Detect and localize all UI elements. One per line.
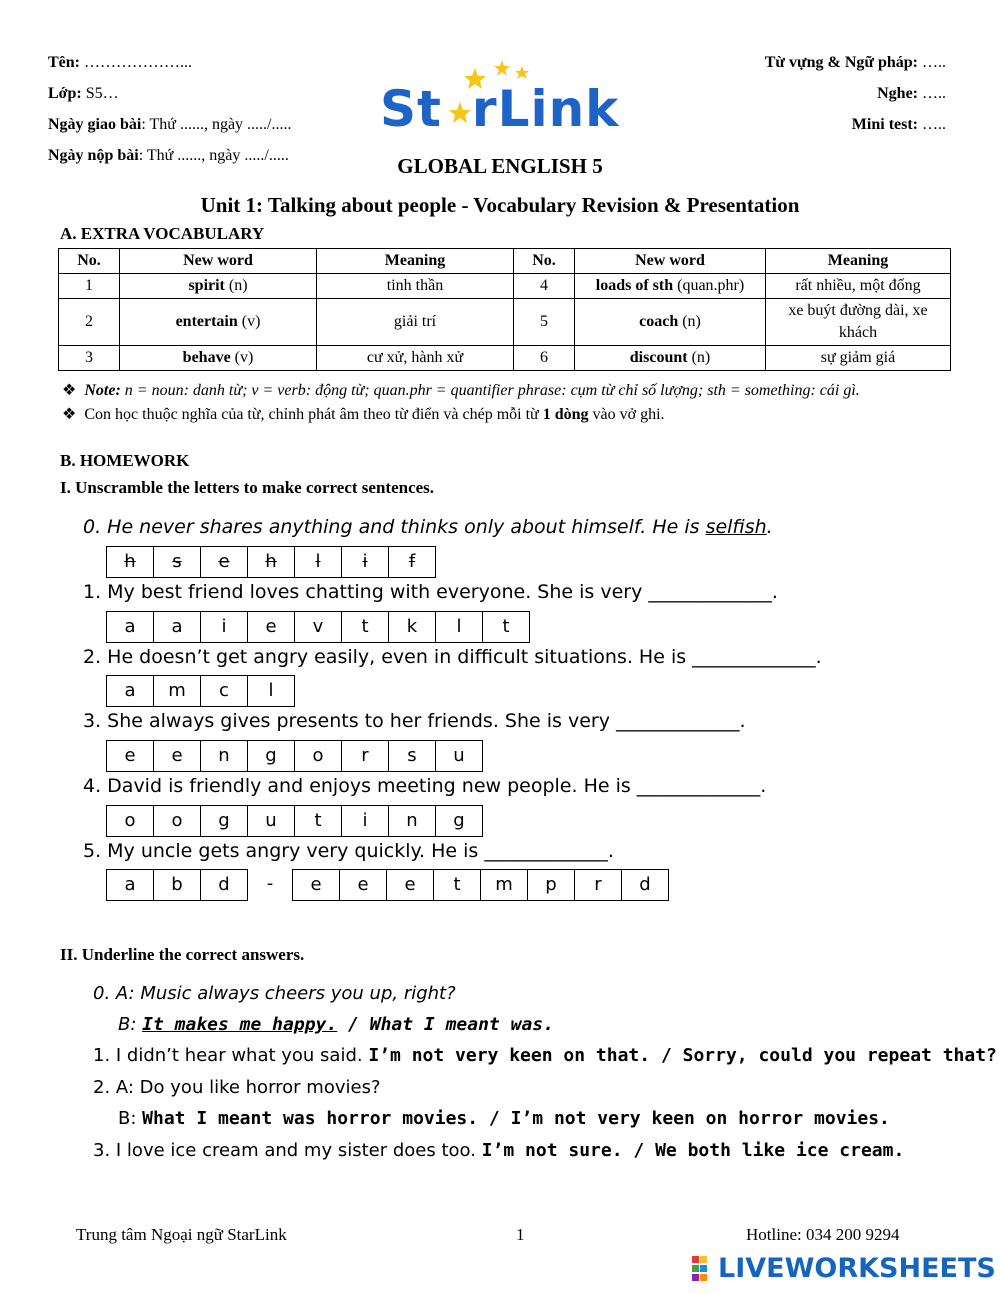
letter-boxes-1: a a i e v t k l t: [107, 611, 530, 643]
question-5: 5. My uncle gets angry very quickly. He is _____________.: [83, 840, 614, 862]
liveworksheets-brand[interactable]: [692, 1253, 996, 1284]
col-meaning: Meaning: [317, 249, 514, 274]
part2-q1: 1. I didn’t hear what you said. I’m not very keen on that. / Sorry, could you repeat that?: [93, 1045, 997, 1066]
instruction-line: ❖ Con học thuộc nghĩa của từ, chỉnh phát âm theo từ điển và chép mỗi từ 1 dòng vào vở ghi.: [62, 406, 665, 423]
part2-q3: 3. I love ice cream and my sister does too. I’m not sure. / We both like ice cream.: [93, 1140, 905, 1161]
col-new-word-2: New word: [575, 249, 766, 274]
section-a-title: A. EXTRA VOCABULARY: [60, 224, 265, 243]
section-b-title: B. HOMEWORK: [60, 451, 190, 470]
name-line: Tên: ………………...: [48, 54, 192, 71]
part2-q2-b: B: What I meant was horror movies. / I’m not very keen on horror movies.: [118, 1108, 890, 1129]
unit-title: Unit 1: Talking about people - Vocabulary Revision & Presentation: [200, 193, 800, 217]
col-no: No.: [59, 249, 120, 274]
vocab-table: [58, 248, 951, 371]
course-title: GLOBAL ENGLISH 5: [397, 154, 603, 178]
letter-boxes-3: e e n g o r s u: [107, 740, 483, 772]
part2-q2-a: 2. A: Do you like horror movies?: [93, 1077, 381, 1098]
col-no-2: No.: [514, 249, 575, 274]
class-line: Lớp: S5…: [48, 85, 119, 102]
question-2: 2. He doesn’t get angry easily, even in difficult situations. He is _____________.: [83, 646, 822, 668]
table-row: 2 entertain (v) giải trí 5 coach (n) xe buýt đường dài, xe khách: [59, 299, 951, 346]
question-0: 0. He never shares anything and thinks only about himself. He is selfish.: [83, 516, 773, 538]
letter-boxes-0: h s e h l i f: [107, 546, 436, 578]
part1-title: I. Unscramble the letters to make correct sentences.: [60, 478, 435, 497]
liveworksheets-text: LIVEWORKSHEETS: [718, 1253, 996, 1284]
footer-hotline: Hotline: 034 200 9294: [746, 1225, 900, 1244]
footer-page-number: 1: [516, 1225, 525, 1244]
note-line: ❖ Note: n = noun: danh từ; v = verb: động từ; quan.phr = quantifier phrase: cụm từ chỉ số lượng; sth = something: cái gì.: [62, 382, 860, 399]
letter-boxes-4: o o g u t i n g: [107, 805, 483, 837]
liveworksheets-logo-icon: [692, 1256, 716, 1282]
col-meaning-2: Meaning: [766, 249, 951, 274]
vocab-score-line: Từ vựng & Ngữ pháp: …..: [764, 54, 946, 71]
footer-center-name: Trung tâm Ngoại ngữ StarLink: [76, 1225, 287, 1244]
part2-q0-a: 0. A: Music always cheers you up, right?: [93, 983, 456, 1004]
part2-title: II. Underline the correct answers.: [60, 945, 305, 964]
question-3: 3. She always gives presents to her friends. She is very _____________.: [83, 710, 746, 732]
submit-date-line: Ngày nộp bài: Thứ ......, ngày ...../.....: [48, 147, 289, 164]
logo-text: St rLink: [380, 80, 620, 138]
question-1: 1. My best friend loves chatting with everyone. She is very _____________.: [83, 581, 778, 603]
assign-date-line: Ngày giao bài: Thứ ......, ngày ...../.....: [48, 116, 292, 133]
letter-boxes-2: a m c l: [107, 675, 295, 707]
vocab-header-row: [59, 249, 951, 274]
minitest-score-line: Mini test: …..: [851, 116, 946, 133]
part2-q0-b: B: It makes me happy. / What I meant was.: [118, 1014, 554, 1035]
starlink-logo: [380, 58, 620, 138]
col-new-word: New word: [120, 249, 317, 274]
listen-score-line: Nghe: …..: [877, 85, 946, 102]
letter-boxes-5: a b d - e e e t m p r d: [107, 869, 669, 901]
diamond-bullet-icon: ❖: [62, 382, 77, 399]
diamond-bullet-icon: ❖: [62, 406, 77, 423]
table-row: 1 spirit (n) tinh thần 4 loads of sth (quan.phr) rất nhiều, một đống: [59, 274, 951, 299]
question-4: 4. David is friendly and enjoys meeting new people. He is _____________.: [83, 775, 767, 797]
table-row: 3 behave (v) cư xử, hành xử 6 discount (n) sự giảm giá: [59, 346, 951, 371]
